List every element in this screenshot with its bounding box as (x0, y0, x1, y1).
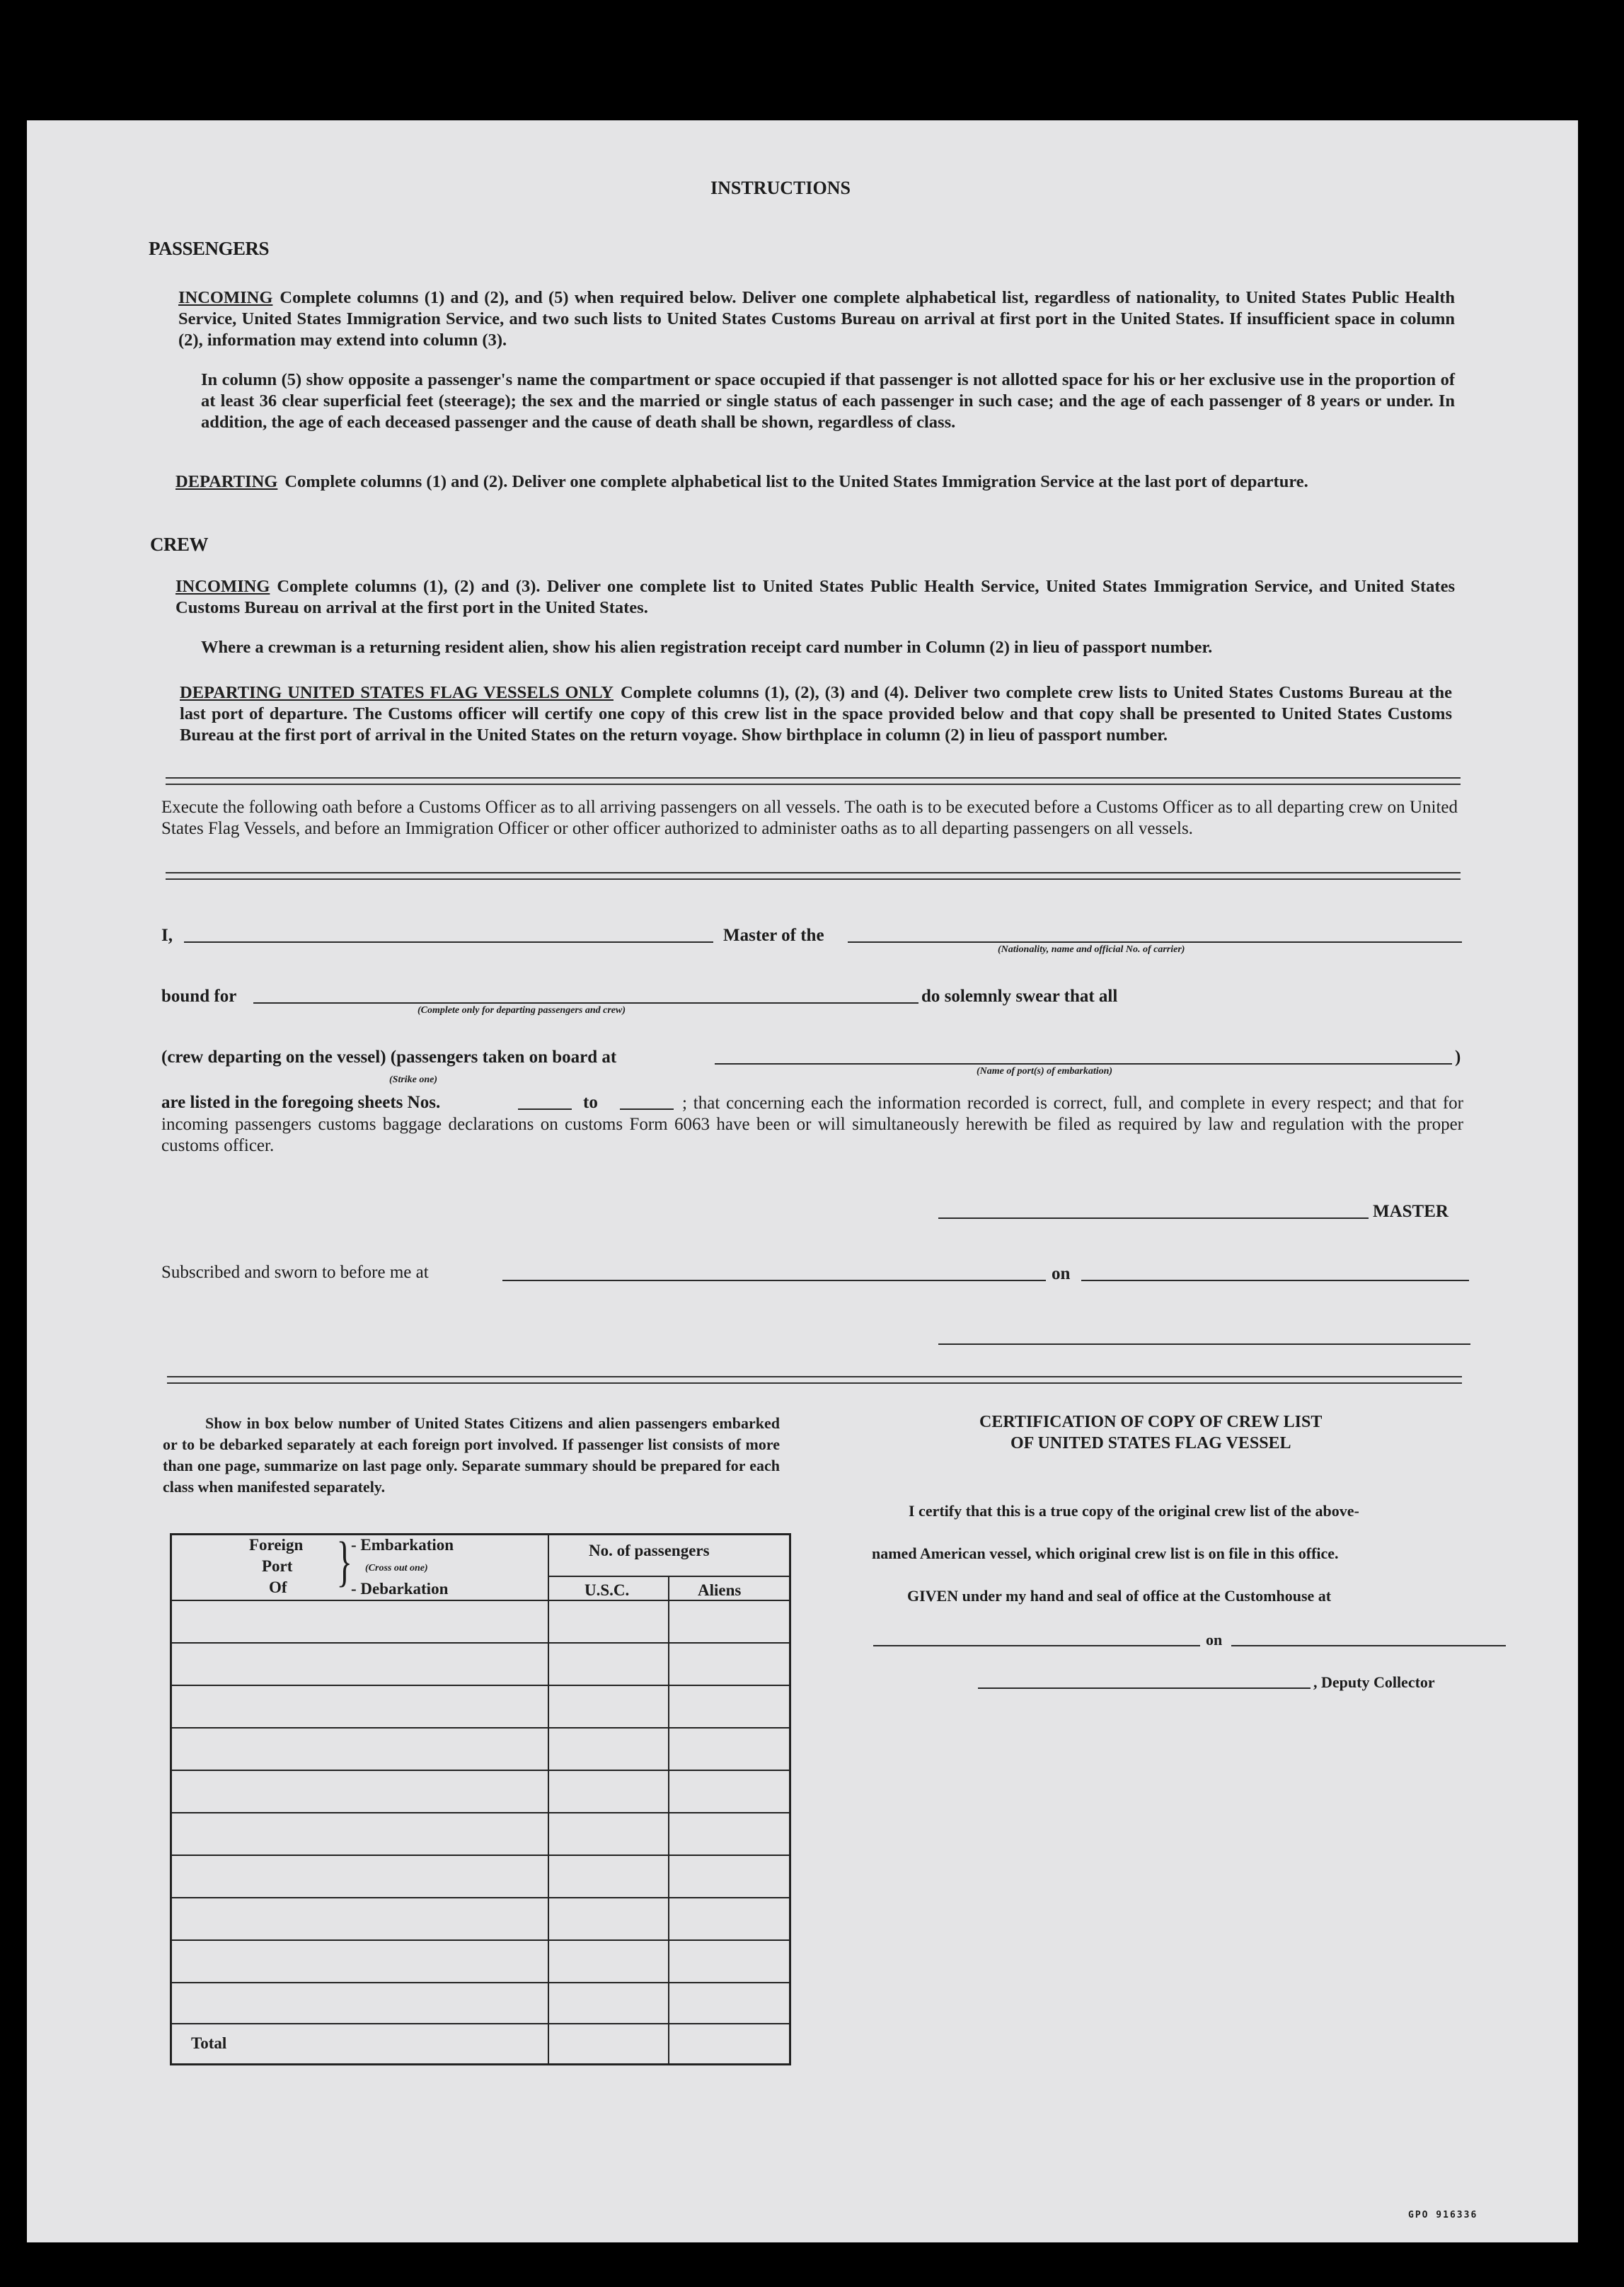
header-port: Port (262, 1557, 293, 1575)
certification-date-field[interactable] (1231, 1645, 1506, 1646)
summary-instructions: Show in box below number of United States Citizens and alien passengers embarked or to be debarked separately at each foreign port involved. If passenger list consists of more than one page, summarize on last page only. Separate summary should be prepared for each class when manifested separately. (163, 1414, 780, 1496)
subscribed-place-field[interactable] (502, 1280, 1046, 1281)
divider (166, 777, 1461, 785)
passengers-incoming-label: INCOMING (178, 288, 273, 307)
certification-title-1: CERTIFICATION OF COPY OF CREW LIST (979, 1413, 1323, 1431)
crew-heading: CREW (150, 534, 209, 555)
crew-incoming-label: INCOMING (175, 577, 270, 596)
gpo-code: GPO 916336 (1408, 2210, 1478, 2220)
customhouse-field[interactable] (873, 1645, 1200, 1646)
divider (167, 1376, 1462, 1384)
crew-departing-paragraph (180, 682, 1452, 746)
crew-incoming-paragraph (175, 576, 1455, 619)
crew-departing-label: DEPARTING UNITED STATES FLAG VESSELS ONLY (180, 683, 614, 702)
header-embarkation: - Embarkation (351, 1536, 454, 1554)
header-debarkation: - Debarkation (351, 1580, 449, 1598)
header-of: Of (269, 1578, 287, 1596)
carrier-hint: (Nationality, name and official No. of carrier) (998, 944, 1185, 955)
table-row-line (171, 1982, 790, 1983)
header-aliens: Aliens (698, 1581, 742, 1599)
table-row-line (171, 1685, 790, 1686)
divider (166, 872, 1461, 880)
bound-for-field[interactable] (253, 1002, 918, 1004)
master-signature-field[interactable] (938, 1217, 1369, 1219)
listed-statement: ; that concerning each the information recorded is correct, full, and complete in every respect; and that for incoming passengers customs baggage declarations on customs Form 6063 have been or will simultaneously herewith be filed as required by law and regulation with the proper customs officer. (161, 1094, 1463, 1155)
crew-departing-label: (crew departing on the vessel) (passengers taken on board at (161, 1048, 617, 1067)
master-name-field[interactable] (184, 941, 713, 943)
deputy-signature-field[interactable] (978, 1687, 1311, 1689)
table-row-line (171, 1939, 790, 1941)
passengers-departing-label: DEPARTING (175, 472, 278, 491)
table-column-divider (548, 1535, 549, 2064)
table-column-divider (668, 1577, 669, 2064)
certification-title-2: OF UNITED STATES FLAG VESSEL (1010, 1434, 1291, 1452)
certify-line-2: named American vessel, which original crew list is on file in this office. (872, 1544, 1339, 1562)
oath-i-label: I, (161, 926, 173, 945)
subscribed-on-label: on (1052, 1264, 1071, 1283)
carrier-field[interactable] (848, 941, 1462, 943)
listed-label: are listed in the foregoing sheets Nos. (161, 1093, 441, 1112)
header-foreign: Foreign (249, 1536, 304, 1554)
strike-one-hint: (Strike one) (389, 1074, 438, 1085)
listed-to-label: to (583, 1093, 598, 1112)
bound-for-label: bound for (161, 987, 237, 1006)
passengers-departing-paragraph (175, 471, 1455, 493)
certification-on-label: on (1206, 1631, 1223, 1649)
table-row-line (171, 1855, 790, 1856)
port-hint: (Name of port(s) of embarkation) (977, 1066, 1113, 1077)
close-paren: ) (1455, 1048, 1461, 1067)
table-row-line (171, 2023, 790, 2024)
table-row-line (171, 1770, 790, 1771)
table-row-line (171, 1727, 790, 1729)
brace-icon: } (336, 1530, 352, 1592)
table-header-divider (549, 1576, 790, 1577)
passengers-incoming-text: Complete columns (1) and (2), and (5) when required below. Deliver one complete alphabetical list, regardless of nationality, to United States Public Health Service, United States Immigration Service, and two such lists to United States Customs Bureau on arrival at first port in the United States. If insufficient space in column (2), information may extend into column (3). (178, 288, 1455, 350)
table-row-line (171, 1897, 790, 1898)
header-usc: U.S.C. (584, 1581, 630, 1599)
crew-incoming-text: Complete columns (1), (2) and (3). Deliver one complete list to United States Public Health Service, United States Immigration Service, and United States Customs Bureau on arrival at the first port in the United States. (175, 577, 1455, 617)
oath-intro: Execute the following oath before a Customs Officer as to all arriving passengers on all vessels. The oath is to be executed before a Customs Officer as to all departing crew on United States Flag Vessels, and before an Immigration Officer or other officer authorized to administer oaths as to all departing passengers on all vessels. (161, 798, 1458, 838)
passengers-departing-text: Complete columns (1) and (2). Deliver one complete alphabetical list to the United States Immigration Service at the last port of departure. (284, 472, 1308, 491)
passenger-summary-table (170, 1530, 791, 2065)
subscribed-date-field[interactable] (1081, 1280, 1469, 1281)
deputy-collector-label: , Deputy Collector (1313, 1673, 1435, 1691)
table-row-line (171, 1642, 790, 1644)
master-signature-label: MASTER (1373, 1202, 1449, 1221)
page-title: INSTRUCTIONS (710, 178, 851, 198)
total-label: Total (191, 2034, 227, 2052)
crew-departing-text: Complete columns (1), (2), (3) and (4). Deliver two complete crew lists to United States Customs Bureau at the last port of departure. The Customs officer will certify one copy of this crew list in the space provided below and that copy shall be presented to United States Customs Bureau at the first port of arrival in the United States on the return voyage. Show birthplace in column (2) in lieu of passport number. (180, 683, 1452, 745)
given-line: GIVEN under my hand and seal of office at the Customhouse at (907, 1587, 1332, 1605)
bound-hint: (Complete only for departing passengers and crew) (417, 1005, 626, 1016)
officer-signature-field[interactable] (938, 1343, 1470, 1345)
table-row-line (171, 1812, 790, 1813)
passengers-incoming-paragraph (178, 287, 1455, 351)
passengers-heading: PASSENGERS (149, 238, 270, 259)
certify-line-1: I certify that this is a true copy of the original crew list of the above- (909, 1502, 1359, 1520)
master-of-the-label: Master of the (723, 926, 824, 945)
port-embarkation-field[interactable] (715, 1063, 1452, 1065)
form-page (27, 120, 1578, 2242)
subscribed-label: Subscribed and sworn to before me at (161, 1263, 429, 1282)
swear-label: do solemnly swear that all (921, 987, 1118, 1006)
crew-resident-paragraph: Where a crewman is a returning resident alien, show his alien registration receipt card number in Column (2) in lieu of passport number. (201, 638, 1213, 657)
table-row-line (171, 1600, 790, 1601)
header-cross-out: (Cross out one) (365, 1563, 428, 1574)
header-no-passengers: No. of passengers (589, 1542, 710, 1559)
listed-text (161, 1093, 1463, 1157)
passengers-column5-paragraph: In column (5) show opposite a passenger's name the compartment or space occupied if that passenger is not allotted space for his or her exclusive use in the proportion of at least 36 clear superficial feet (steerage); the sex and the married or single status of each passenger in such case; and the age of each passenger of 8 years or under. In addition, the age of each deceased passenger and the cause of death shall be shown, regardless of class. (201, 370, 1455, 432)
